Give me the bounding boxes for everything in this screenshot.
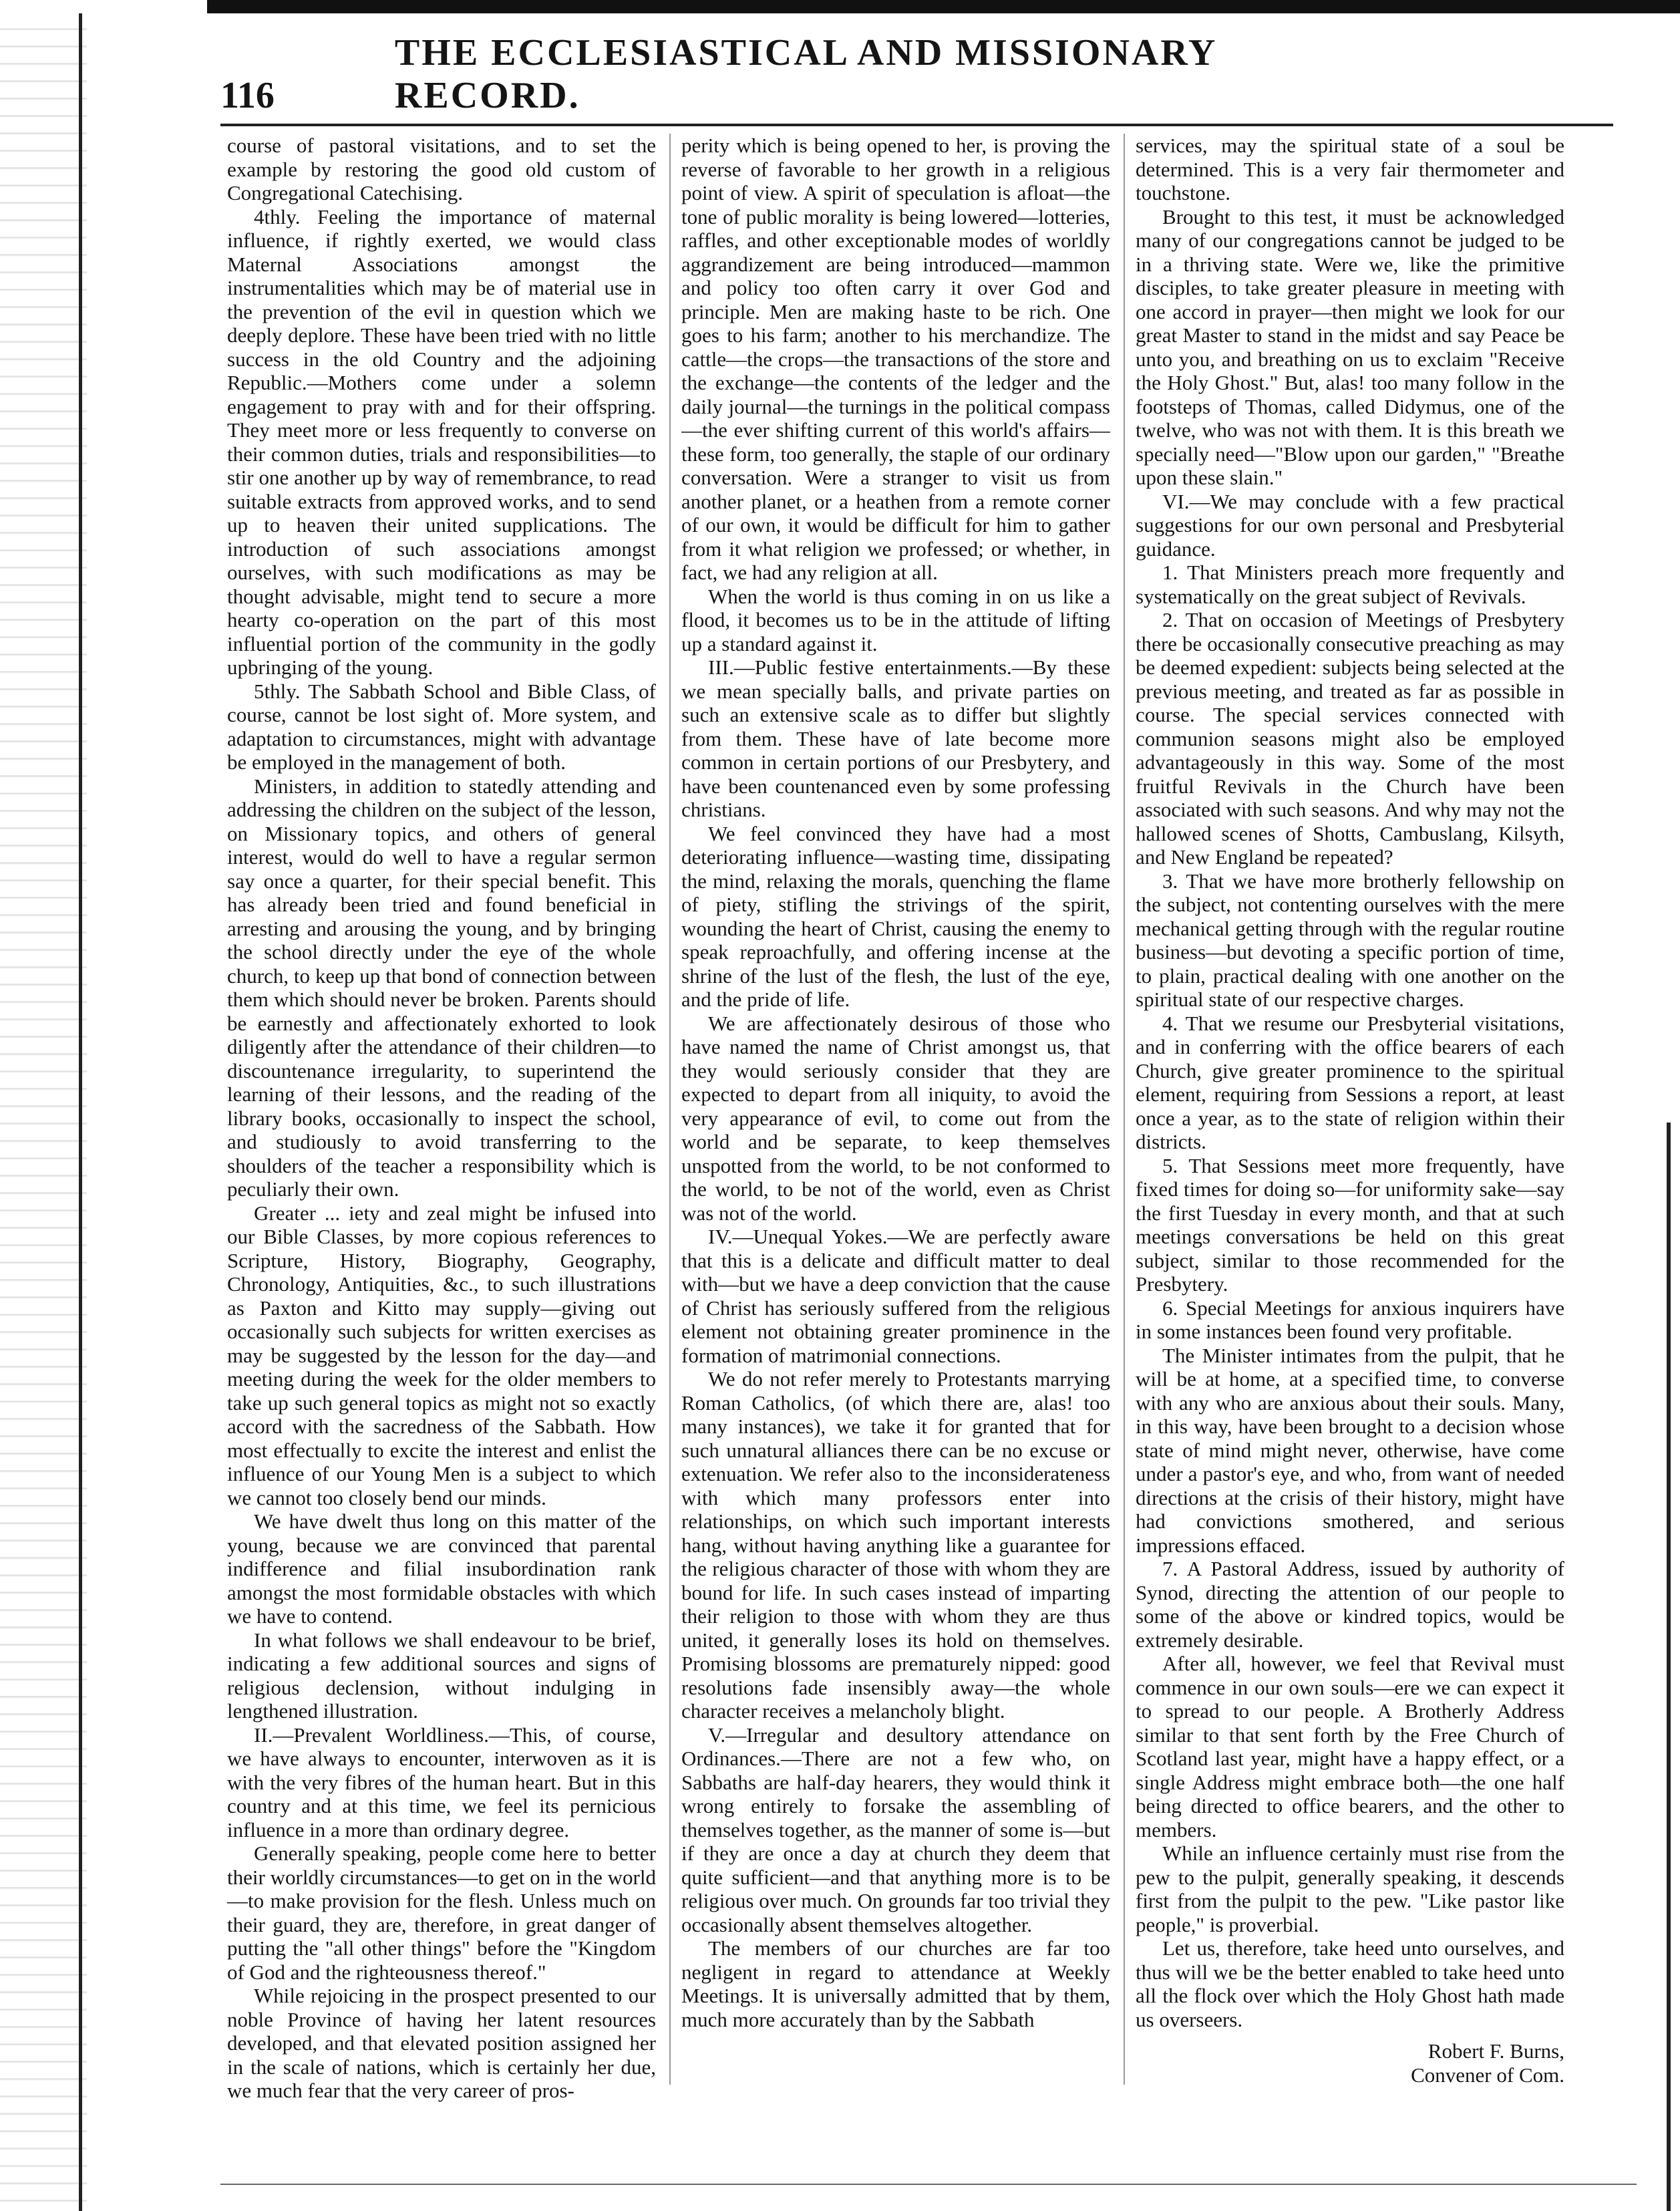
list-item: 7. A Pastoral Address, issued by authority of Synod, directing the attention of our people to some of the above or kindred topics, would be extremely desirable. bbox=[1136, 1557, 1564, 1652]
paragraph: 4thly. Feeling the importance of maternal influence, if rightly exerted, we would class Maternal Associations amongst the instrumentalities which may be of material use in the prevention of the evil in question which we deeply deplore. These have been tried with no little success in the old Country and the adjoining Republic.—Mothers come under a solemn engagement to pray with and for their offspring. They meet more or less frequently to converse on their common duties, trials and responsibilities—to stir one another up by way of remembrance, to read suitable extracts from approved works, and to send up to heaven their united supplications. The introduction of such associations amongst ourselves, with such modifications as may be thought advisable, might tend to secure a more hearty co-operation on the part of this most influential portion of the community in the godly upbringing of the young. bbox=[227, 204, 656, 679]
paragraph: After all, however, we feel that Revival must commence in our own souls—ere we can expect it to spread to our people. A Brotherly Address similar to that sent forth by the Free Church of Scotland last year, might have a happy effect, or a single Address might embrace both—the one half being directed to office bearers, and the other to members. bbox=[1136, 1652, 1564, 1841]
signature-name: Robert F. Burns, bbox=[1427, 2039, 1564, 2063]
list-item: 6. Special Meetings for anxious inquirers have in some instances been found very profitable. bbox=[1136, 1296, 1564, 1343]
paragraph: In what follows we shall endeavour to be brief, indicating a few additional sources and signs of religious declension, without indulging in lengthened illustration. bbox=[227, 1628, 656, 1723]
section-heading-paragraph: II.—Prevalent Worldliness.—This, of course, we have always to encounter, interwoven as it is with the very fibres of the human heart. But in this country and at this time, we feel its pernicious influence in a more than ordinary degree. bbox=[227, 1723, 656, 1841]
bottom-rule bbox=[220, 2184, 1637, 2185]
paragraph: While an influence certainly must rise from the pew to the pulpit, generally speaking, it descends first from the pulpit to the pew. "Like pastor like people," is proverbial. bbox=[1136, 1841, 1564, 1936]
header-rule bbox=[220, 124, 1613, 126]
paragraph: We have dwelt thus long on this matter of the young, because we are convinced that parental indifference and filial insubordination rank amongst the most formidable obstacles with which we have to contend. bbox=[227, 1509, 656, 1628]
paragraph: The Minister intimates from the pulpit, that he will be at home, at a specified time, to converse with any who are anxious about their souls. Many, in this way, have been brought to a decision whose state of mind might never, otherwise, have come under a pastor's eye, and who, from want of needed directions at the crisis of their history, might have had convictions smothered, and serious impressions effaced. bbox=[1136, 1343, 1564, 1557]
section-heading-paragraph: III.—Public festive entertainments.—By these we mean specially balls, and private parties on such an extensive scale as to differ but slightly from them. These have of late become more common in certain portions of our Presbytery, and have been countenanced even by some professing christians. bbox=[681, 655, 1110, 821]
paragraph: We feel convinced they have had a most deteriorating influence—wasting time, dissipating the mind, relaxing the morals, quenching the flame of piety, stifling the strivings of the spirit, wounding the heart of Christ, causing the enemy to speak reproachfully, and offering incense at the shrine of the lust of the flesh, the lust of the eye, and the pride of life. bbox=[681, 821, 1110, 1011]
text-column-2 bbox=[681, 134, 1110, 2111]
binding-edge-rule bbox=[79, 13, 82, 2211]
paragraph: Let us, therefore, take heed unto ourselves, and thus will we be the better enabled to take heed unto all the flock over which the Holy Ghost hath made us overseers. bbox=[1136, 1936, 1564, 2031]
section-heading-paragraph: VI.—We may conclude with a few practical suggestions for our own personal and Presbyterial guidance. bbox=[1136, 489, 1564, 561]
right-edge-rule bbox=[1667, 1123, 1671, 2211]
top-edge-bar bbox=[207, 0, 1680, 13]
paragraph: We are affectionately desirous of those who have named the name of Christ amongst us, that they would seriously consider that they are expected to depart from all iniquity, to avoid the very appearance of evil, to come out from the world and be separate, to keep themselves unspotted from the world, to be not conformed to the world, to be not of the world, even as Christ was not of the world. bbox=[681, 1011, 1110, 1225]
paragraph: The members of our churches are far too negligent in regard to attendance at Weekly Meetings. It is universally admitted that by them, much more accurately than by the Sabbath bbox=[681, 1936, 1110, 2031]
section-heading-paragraph: V.—Irregular and desultory attendance on Ordinances.—There are not a few who, on Sabbaths are half-day hearers, they would think it wrong entirely to forsake the assembling of themselves together, as the manner of some is—but if they are once a day at church they deem that quite sufficient—and that anything more is to be religious over much. On grounds far too trivial they occasionally absent themselves altogether. bbox=[681, 1723, 1110, 1936]
paragraph: services, may the spiritual state of a soul be determined. This is a very fair thermometer and touchstone. bbox=[1136, 134, 1564, 204]
paragraph: Ministers, in addition to statedly attending and addressing the children on the subject of the lesson, on Missionary topics, and others of general interest, would do well to have a regular sermon say once a quarter, for their special benefit. This has already been tried and found beneficial in arresting and arousing the young, and by bringing the school directly under the eye of the whole church, to keep up that bond of connection between them which should never be broken. Parents should be earnestly and affectionately exhorted to look diligently after the attendance of their children—to discountenance irregularity, to superintend the learning of their lessons, and the reading of the library books, occasionally to inspect the school, and studiously to avoid transferring to the shoulders of the teacher a responsibility which is peculiarly their own. bbox=[227, 774, 656, 1201]
paragraph: course of pastoral visitations, and to set the example by restoring the good old custom of Congregational Catechising. bbox=[227, 134, 656, 204]
paragraph: We do not refer merely to Protestants marrying Roman Catholics, (of which there are, alas! too many instances), we take it for granted that for such unnatural alliances there can be no excuse or extenuation. We refer also to the inconsiderateness with which many professors enter into relationships, on which such important interests hang, without having anything like a guarantee for the religious character of those with whom they are bound for life. In such cases instead of imparting their religion to those with whom they are thus united, it generally loses its hold on themselves. Promising blossoms are prematurely nipped: good resolutions fade insensibly away—the whole character receives a melancholy blight. bbox=[681, 1367, 1110, 1723]
list-item: 4. That we resume our Presbyterial visitations, and in conferring with the office bearers of each Church, give greater prominence to the spiritual element, requiring from Sessions a report, at least once a year, as to the state of religion within their districts. bbox=[1136, 1011, 1564, 1153]
signature-block bbox=[1136, 2039, 1564, 2087]
binding-margin bbox=[0, 13, 87, 2211]
list-item: 2. That on occasion of Meetings of Presbytery there be occasionally consecutive preaching as may be deemed expedient: subjects being selected at the previous meeting, and treated as far as possible in course. The special services connected with communion seasons might also be employed advantageously in this way. Some of the most fruitful Revivals in the Church have been associated with such seasons. And why may not the hallowed scenes of Shotts, Cambuslang, Kilsyth, and New England be repeated? bbox=[1136, 608, 1564, 869]
list-item: 3. That we have more brotherly fellowship on the subject, not contenting ourselves with the mere mechanical getting through with the regular routine business—but devoting a specific portion of time, to plain, practical dealing with one another on the spiritual state of our respective charges. bbox=[1136, 869, 1564, 1011]
paragraph: Greater ... iety and zeal might be infused into our Bible Classes, by more copious references to Scripture, History, Biography, Geography, Chronology, Antiquities, &c., to such illustrations as Paxton and Kitto may supply—giving out occasionally such subjects for written exercises as may be suggested by the lesson for the day—and meeting during the week for the older members to take up such general topics as might not so exactly accord with the sacredness of the Sabbath. How most effectually to excite the interest and enlist the influence of our Young Men is a subject to which we cannot too closely bend our minds. bbox=[227, 1201, 656, 1509]
paragraph: While rejoicing in the prospect presented to our noble Province of having her latent resources developed, and that elevated position assigned her in the scale of nations, which is certainly her due, we much fear that the very career of pros- bbox=[227, 1984, 656, 2102]
text-column-3 bbox=[1136, 134, 1564, 2111]
column-divider bbox=[669, 134, 671, 2085]
section-heading-paragraph: IV.—Unequal Yokes.—We are perfectly aware that this is a delicate and difficult matter to deal with—but we have a deep conviction that the cause of Christ has seriously suffered from the religious element not obtaining greater prominence in the formation of matrimonial connections. bbox=[681, 1225, 1110, 1367]
page-number: 116 bbox=[220, 75, 275, 116]
journal-title: THE ECCLESIASTICAL AND MISSIONARY RECORD. bbox=[394, 32, 1216, 116]
signature-role: Convener of Com. bbox=[1411, 2063, 1564, 2087]
column-divider bbox=[1124, 134, 1125, 2085]
paragraph: When the world is thus coming in on us like a flood, it becomes us to be in the attitude of lifting up a standard against it. bbox=[681, 584, 1110, 655]
paragraph: Generally speaking, people come here to better their worldly circumstances—to get on in the world—to make provision for the flesh. Unless much on their guard, they are, therefore, in great danger of putting the "all other things" before the "Kingdom of God and the righteousness thereof." bbox=[227, 1841, 656, 1984]
text-column-1 bbox=[227, 134, 656, 2111]
list-item: 1. That Ministers preach more frequently and systematically on the great subject of Revivals. bbox=[1136, 561, 1564, 608]
paragraph: 5thly. The Sabbath School and Bible Class, of course, cannot be lost sight of. More system, and adaptation to circumstances, might with advantage be employed in the management of both. bbox=[227, 679, 656, 774]
paragraph: perity which is being opened to her, is proving the reverse of favorable to her growth in a religious point of view. A spirit of speculation is afloat—the tone of public morality is being lowered—lotteries, raffles, and other exceptionable modes of worldly aggrandizement are being introduced—mammon and policy too often carry it over God and principle. Men are making haste to be rich. One goes to his farm; another to his merchandize. The cattle—the crops—the transactions of the store and the exchange—the contents of the ledger and the daily journal—the turnings in the political compass—the ever shifting current of this world's affairs—these form, too generally, the staple of our ordinary conversation. Were a stranger to visit us from another planet, or a heathen from a remote corner of our own, it would be difficult for him to gather from it what religion we professed; or whether, in fact, we had any religion at all. bbox=[681, 134, 1110, 584]
paragraph: Brought to this test, it must be acknowledged many of our congregations cannot be judged to be in a thriving state. Were we, like the primitive disciples, to take greater pleasure in meeting with one accord in prayer—then might we look for our great Master to stand in the midst and say Peace be unto you, and breathing on us to exclaim "Receive the Holy Ghost." But, alas! too many follow in the footsteps of Thomas, called Didymus, one of the twelve, who was not with them. It is this breath we specially need—"Blow upon our garden," "Breathe upon these slain." bbox=[1136, 204, 1564, 489]
list-item: 5. That Sessions meet more frequently, have fixed times for doing so—for uniformity sake—say the first Tuesday in every month, and that at such meetings conversations be held on this great subject, similar to those recommended for the Presbytery. bbox=[1136, 1153, 1564, 1296]
page-header bbox=[220, 32, 1369, 117]
